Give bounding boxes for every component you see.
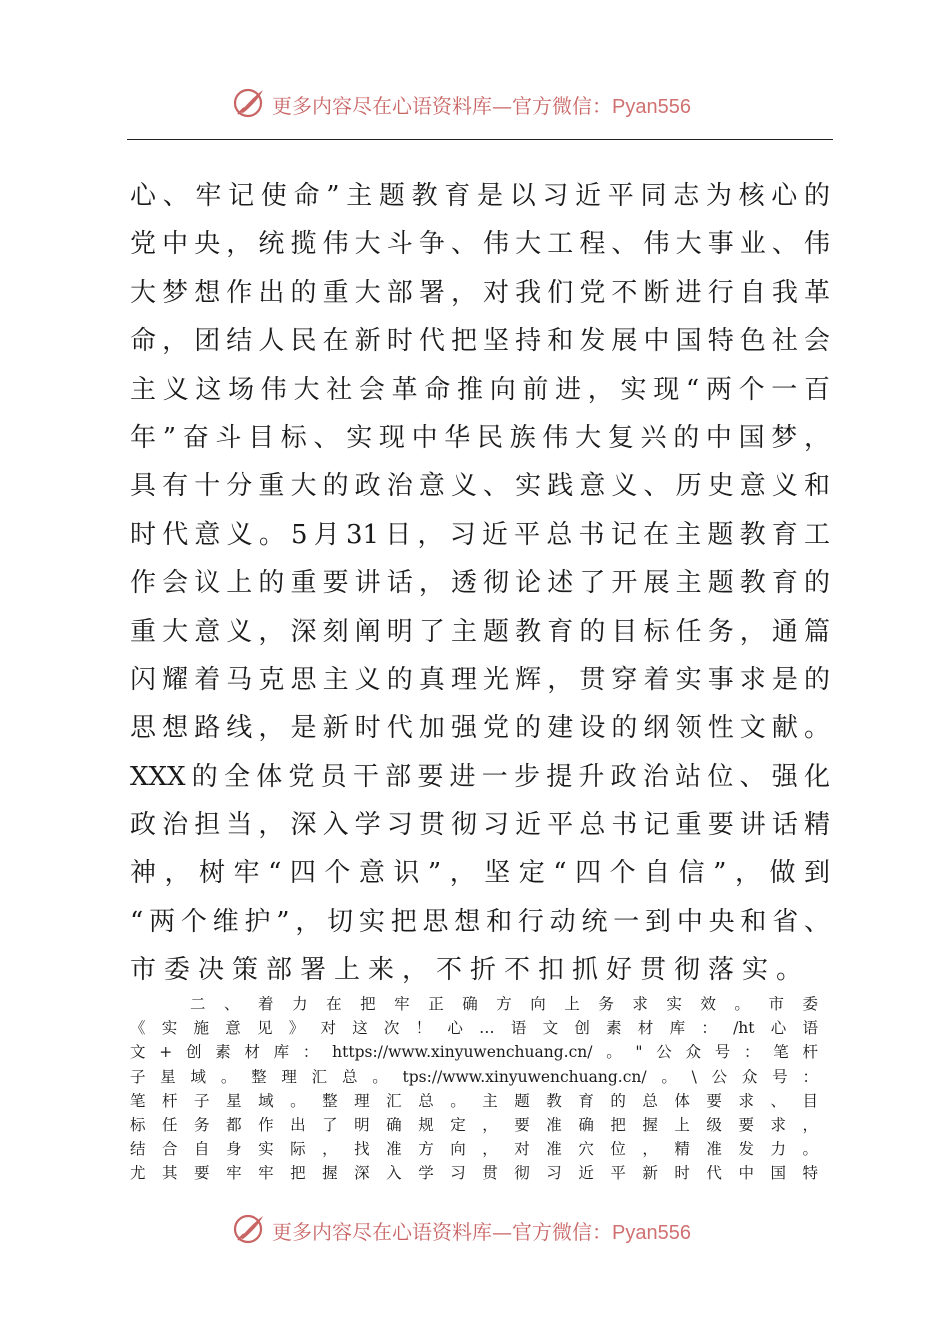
quill-logo-icon [232, 86, 266, 120]
quill-logo-icon [232, 1212, 266, 1246]
body-line: 时代意义。5月31日，习近平总书记在主题教育工 [130, 519, 830, 550]
body-line: 市委决策部署上来，不折不扣抓好贯彻落实。 [130, 955, 811, 986]
body-line: 主义这场伟大社会革命推向前进，实现“两个一百 [130, 374, 830, 405]
body-line: 闪耀着马克思主义的真理光辉，贯穿着实事求是的 [130, 664, 830, 695]
header-divider [127, 139, 833, 140]
header-banner [0, 84, 950, 124]
body-line: 思想路线，是新时代加强党的建设的纲领性文献。 [130, 713, 830, 744]
body-line: 大梦想作出的重大部署，对我们党不断进行自我革 [130, 277, 830, 308]
small-line: 二、着力在把牢正确方向上务求实效。市委 [190, 995, 818, 1013]
footer-wechat-id: Pyan556 [612, 1222, 691, 1244]
body-line: 年”奋斗目标、实现中华民族伟大复兴的中国梦， [130, 422, 830, 453]
header-wechat-id: Pyan556 [612, 96, 691, 118]
small-line: 标任务都作出了明确规定，要准确把握上级要求， [130, 1115, 818, 1134]
body-line: 神，树牢“四个意识”，坚定“四个自信”，做到 [130, 858, 830, 889]
small-line: 《实施意见》对这次！心…语文创素材库：/ht心语 [130, 1019, 818, 1038]
body-line: 作会议上的重要讲话，透彻论述了开展主题教育的 [130, 568, 830, 599]
small-line: 文+创素材库：https://www.xinyuwenchuang.cn/。"公众号：笔杆 [130, 1043, 818, 1062]
body-line: 重大意义，深刻阐明了主题教育的目标任务，通篇 [130, 616, 830, 647]
small-line: 尤其要牢牢把握深入学习贯彻习近平新时代中国特 [130, 1164, 818, 1183]
body-line: 命，团结人民在新时代把坚持和发展中国特色社会 [130, 326, 830, 357]
body-line: “两个维护”，切实把思想和行动统一到中央和省、 [130, 906, 830, 937]
header-banner-text [272, 90, 691, 119]
body-line: 心、牢记使命”主题教育是以习近平同志为核心的 [130, 181, 830, 211]
body-line: 党中央，统揽伟大斗争、伟大工程、伟大事业、伟 [130, 229, 830, 260]
small-line: 子星域。整理汇总。tps://www.xinyuwenchuang.cn/。\公众号： [130, 1067, 818, 1086]
footer-banner-text [272, 1216, 691, 1245]
body-line: 政治担当，深入学习贯彻习近平总书记重要讲话精 [130, 810, 830, 841]
body-line: 具有十分重大的政治意义、实践意义、历史意义和 [130, 471, 830, 502]
small-line: 笔杆子星域。整理汇总。主题教育的总体要求、目 [130, 1091, 818, 1110]
footer-banner-label: 更多内容尽在心语资料库—官方微信： [272, 1220, 612, 1244]
document-body [130, 172, 830, 995]
document-small-text [130, 992, 818, 1186]
small-line: 结合自身实际，找准方向，对准穴位，精准发力。 [130, 1140, 818, 1159]
body-line: XXX的全体党员干部要进一步提升政治站位、强化 [130, 761, 830, 792]
footer-banner [0, 1210, 950, 1250]
header-banner-label: 更多内容尽在心语资料库—官方微信： [272, 94, 612, 118]
